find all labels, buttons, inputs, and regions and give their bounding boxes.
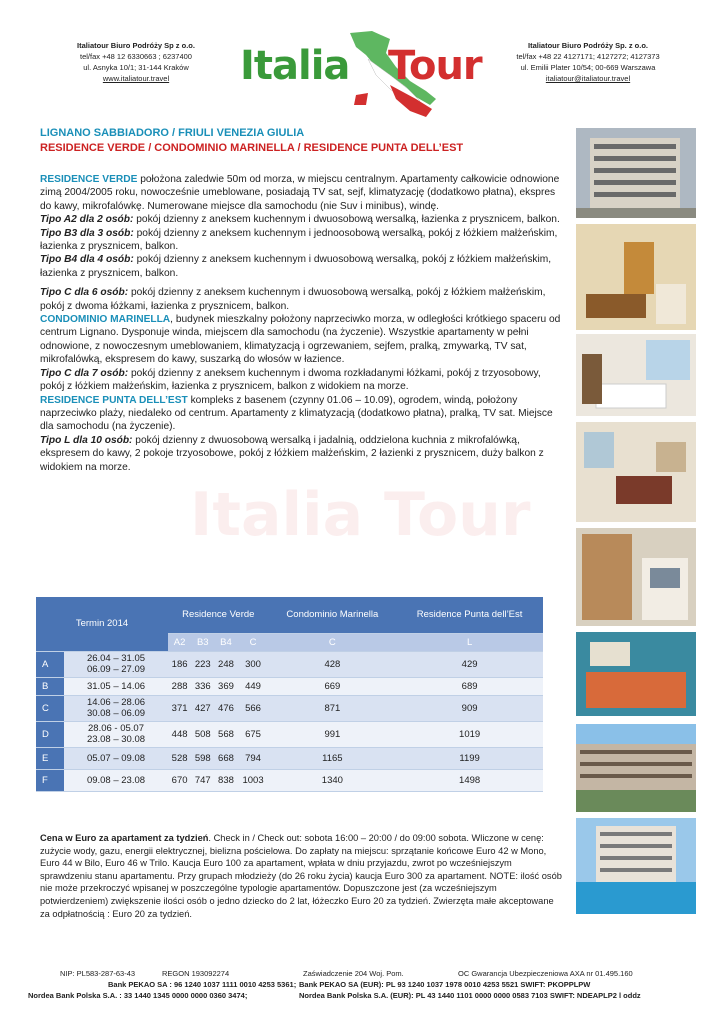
logo-word-tour: Tour — [388, 43, 482, 89]
marinella-header: Condominio Marinella — [269, 597, 397, 633]
punta-text: kompleks z basenem (czynny 01.06 – 10.09), ogrodem, windą, położony naprzeciwko plaży, niedaleko od centrum. Apartamenty z klimatyzacją (dodatkowo płatna), pralką, TV sat. Miejsce dla samochodu (na życzenie). — [40, 394, 553, 433]
period-code: F — [36, 769, 64, 791]
price-cell: 186 — [168, 651, 191, 677]
price-cell: 675 — [238, 721, 269, 747]
period-code: A — [36, 651, 64, 677]
type-c6-text: pokój dzienny z aneksem kuchennym i dwuosobową wersalką, pokój z łóżkiem małżeńskim, pokój z dwoma łóżkami, łazienka z prysznicem, balkon. — [40, 287, 546, 312]
price-row — [36, 769, 543, 791]
price-cell: 1340 — [269, 769, 397, 791]
type-b4-label: Tipo B4 dla 4 osób: — [40, 254, 134, 266]
price-cell: 1498 — [396, 769, 543, 791]
price-row — [36, 721, 543, 747]
photo-bedroom — [576, 632, 696, 716]
termin-header: Termin 2014 — [36, 597, 168, 651]
type-col-c-marinella: C — [269, 633, 397, 651]
residences-title: RESIDENCE VERDE / CONDOMINIO MARINELLA / RESIDENCE PUNTA DELL’EST — [40, 142, 464, 154]
italiatour-logo — [240, 25, 480, 120]
type-col-b4: B4 — [214, 633, 237, 651]
price-cell: 669 — [269, 677, 397, 695]
photo-kitchen-hall — [576, 528, 696, 626]
price-cell: 476 — [214, 695, 237, 721]
price-cell: 566 — [238, 695, 269, 721]
price-cell: 909 — [396, 695, 543, 721]
price-cell: 991 — [269, 721, 397, 747]
insurance: OC Gwarancja Ubezpieczeniowa AXA nr 01.495.160 — [458, 969, 633, 978]
price-cell: 427 — [191, 695, 214, 721]
regon: REGON 193092274 — [162, 969, 230, 978]
period-dates: 26.04 – 31.05 06.09 – 27.09 — [64, 651, 168, 677]
price-cell: 369 — [214, 677, 237, 695]
photo-living-room — [576, 224, 696, 330]
price-cell: 371 — [168, 695, 191, 721]
price-cell: 747 — [191, 769, 214, 791]
terms-notes — [40, 832, 564, 920]
punta-name: RESIDENCE PUNTA DELL’EST — [40, 394, 188, 406]
price-cell: 1019 — [396, 721, 543, 747]
photo-apartment-interior — [576, 422, 696, 522]
period-dates: 28.06 - 05.07 23.08 – 30.08 — [64, 721, 168, 747]
type-b3-text: pokój dzienny z aneksem kuchennym i jednoosobową wersalką, pokój z łóżkiem małżeńskim, łazienka z prysznicem, balkon. — [40, 227, 558, 253]
verde-name: RESIDENCE VERDE — [40, 174, 138, 185]
email-link[interactable]: italiatour@italiatour.travel — [545, 74, 631, 83]
price-cell: 598 — [191, 747, 214, 769]
price-cell: 428 — [269, 651, 397, 677]
logo-word-italia: Italia — [240, 43, 350, 89]
price-cell: 794 — [238, 747, 269, 769]
price-cell: 568 — [214, 721, 237, 747]
period-code: D — [36, 721, 64, 747]
type-c7-label: Tipo C dla 7 osób: — [40, 367, 129, 379]
price-row — [36, 695, 543, 721]
type-col-a2: A2 — [168, 633, 191, 651]
marinella-text: , budynek mieszkalny położony naprzeciwko morza, w odległości krótkiego spaceru od centrum Lignano. Dysponuje winda, miejscem dla samochodu (na życzenie). Wszystkie apartamenty w pełni odnowione, z nowoczesnym umeblowaniem, klimatyzacją i ogrzewaniem, sejfem, pralką, zmywarką, TV sat, mikrofalówką, ekspresem do kawy, suszarką do włosów w łazience. — [40, 314, 561, 366]
type-l10-label: Tipo L dla 10 osób: — [40, 434, 133, 446]
period-dates: 14.06 – 28.06 30.08 – 06.09 — [64, 695, 168, 721]
marinella-name: CONDOMINIO MARINELLA — [40, 314, 171, 326]
description — [40, 173, 562, 474]
type-c6-label: Tipo C dla 6 osób: — [40, 287, 129, 299]
bank-account-pln: Bank PEKAO SA : 96 1240 1037 1111 0010 4253 5361; — [108, 980, 297, 989]
price-cell: 300 — [238, 651, 269, 677]
price-cell: 223 — [191, 651, 214, 677]
price-cell: 508 — [191, 721, 214, 747]
price-cell: 528 — [168, 747, 191, 769]
verde-header: Residence Verde — [168, 597, 269, 633]
address: ul. Emilii Plater 10/54; 00-669 Warszawa — [520, 63, 656, 72]
photo-building-verde — [576, 128, 696, 218]
price-cell: 248 — [214, 651, 237, 677]
company-name: Italiatour Biuro Podróży Sp z o.o. — [77, 41, 195, 50]
period-dates: 31.05 – 14.06 — [64, 677, 168, 695]
agency-warszawa-contact — [488, 40, 688, 84]
price-cell: 1003 — [238, 769, 269, 791]
price-row — [36, 651, 543, 677]
photo-seafront-building — [576, 724, 696, 812]
price-cell: 449 — [238, 677, 269, 695]
period-dates: 05.07 – 09.08 — [64, 747, 168, 769]
website-link[interactable]: www.italiatour.travel — [102, 74, 170, 83]
price-cell: 670 — [168, 769, 191, 791]
price-cell: 448 — [168, 721, 191, 747]
type-a2-label: Tipo A2 dla 2 osób: — [40, 214, 134, 226]
price-cell: 668 — [214, 747, 237, 769]
type-a2-text: pokój dzienny z aneksem kuchennym i dwuosobową wersalką, łazienka z prysznicem, balkon. — [133, 214, 560, 226]
notes-text: . Check in / Check out: sobota 16:00 – 20:00 / do 09:00 sobota. Wliczone w cenę: zużycie wody, gazu, energii elektrycznej, bielizna pościelowa. Do zapłaty na miejscu: sprzątanie końcowe Euro 42 w Mono, Euro 44 w Bilo, Euro 46 w Trilo. Kaucja Euro 100 za apartament, wpłata w dniu przyjazdu, zwrot po wcześniejszym sprawdzeniu stanu apartamentu. Przy grupach młodzieży (do 26 roku życia) kaucja Euro 300 za apartament. NOTE: ilość osób nie może przekroczyć wpisanej w poszczególne typologie apartamentów. Dopuszczone jest (za wcześniejszym potwierdzeniem) zwiększenie ilości osób o jedno dziecko do 2 lat, łóżeczko Euro 20 za tydzień. Zwierzęta małe akceptowane za odpłatnością : Euro 20 za tydzień. — [40, 833, 562, 919]
period-code: E — [36, 747, 64, 769]
agency-krakow-contact — [46, 40, 226, 84]
type-b4-text: pokój dzienny z aneksem kuchennym i dwuosobową wersalką, pokój z łóżkiem małżeńskim, łazienka z prysznicem, balkon. — [40, 254, 552, 279]
certificate: Zaświadczenie 204 Woj. Pom. — [303, 969, 404, 978]
price-cell: 336 — [191, 677, 214, 695]
nordea-account-eur: Nordea Bank Polska S.A. (EUR): PL 43 1440 1101 0000 0000 0583 7103 SWIFT: NDEAPLP2 l oddz — [299, 991, 641, 1000]
price-row — [36, 747, 543, 769]
company-name: Italiatour Biuro Podróży Sp. z o.o. — [527, 41, 648, 50]
price-cell: 1165 — [269, 747, 397, 769]
price-cell: 288 — [168, 677, 191, 695]
punta-header: Residence Punta dell’Est — [396, 597, 543, 633]
price-cell: 871 — [269, 695, 397, 721]
price-cell: 689 — [396, 677, 543, 695]
nordea-account-pln: Nordea Bank Polska S.A. : 33 1440 1345 0000 0000 0360 3474; — [28, 991, 248, 1000]
nip: NIP: PL583-287-63-43 — [60, 969, 136, 978]
type-col-b3: B3 — [191, 633, 214, 651]
photo-dining-room — [576, 334, 696, 416]
period-dates: 09.08 – 23.08 — [64, 769, 168, 791]
footer — [28, 968, 708, 1001]
verde-text: położona zaledwie 50m od morza, w miejscu centralnym. Apartamenty całkowicie odnowione zimą 2004/2005 roku, nowocześnie umeblowane, posiadają TV sat, sejf, klimatyzację (dodatkowo płatna), ekspres do kawy, mikrofalówkę. Numerowane miejsce dla samochodu (nie Suv i minibus), windę. — [40, 174, 560, 212]
phone: tel/fax +48 12 6330663 ; 6237400 — [80, 52, 192, 61]
price-table — [36, 597, 543, 792]
notes-bold: Cena w Euro za apartament za tydzień — [40, 833, 209, 843]
photo-pool-complex — [576, 818, 696, 914]
period-code: C — [36, 695, 64, 721]
phone: tel/fax +48 22 4127171; 4127272; 4127373 — [516, 52, 660, 61]
bank-account-eur: Bank PEKAO SA (EUR): PL 93 1240 1037 1978 0010 4253 5521 SWIFT: PKOPPLPW — [299, 980, 591, 989]
price-row — [36, 677, 543, 695]
type-col-l: L — [396, 633, 543, 651]
type-l10-text: pokój dzienny z dwuosobową wersalką i jadalnią, oddzielona kuchnia z mikrofalówką, ekspresem do kawy, 2 pokoje trzyosobowe, pokój z łóżkiem małżeńskim, 2 łazienki z prysznicem, duży balkon z widokiem na morze. — [40, 434, 544, 473]
type-b3-label: Tipo B3 dla 3 osób: — [40, 227, 134, 239]
period-code: B — [36, 677, 64, 695]
address: ul. Asnyka 10/1; 31-144 Kraków — [83, 63, 189, 72]
price-cell: 1199 — [396, 747, 543, 769]
type-col-c: C — [238, 633, 269, 651]
type-c7-text: pokój dzienny z aneksem kuchennym i dwoma rozkładanymi łóżkami, pokój z trzyosobowy, pokój z łóżkiem małżeńskim, łazienka z prysznicem, balkon z widokiem na morze. — [40, 367, 541, 393]
location-title: LIGNANO SABBIADORO / FRIULI VENEZIA GIULIA — [40, 127, 305, 139]
price-cell: 838 — [214, 769, 237, 791]
watermark: Italia Tour — [190, 480, 531, 550]
price-cell: 429 — [396, 651, 543, 677]
